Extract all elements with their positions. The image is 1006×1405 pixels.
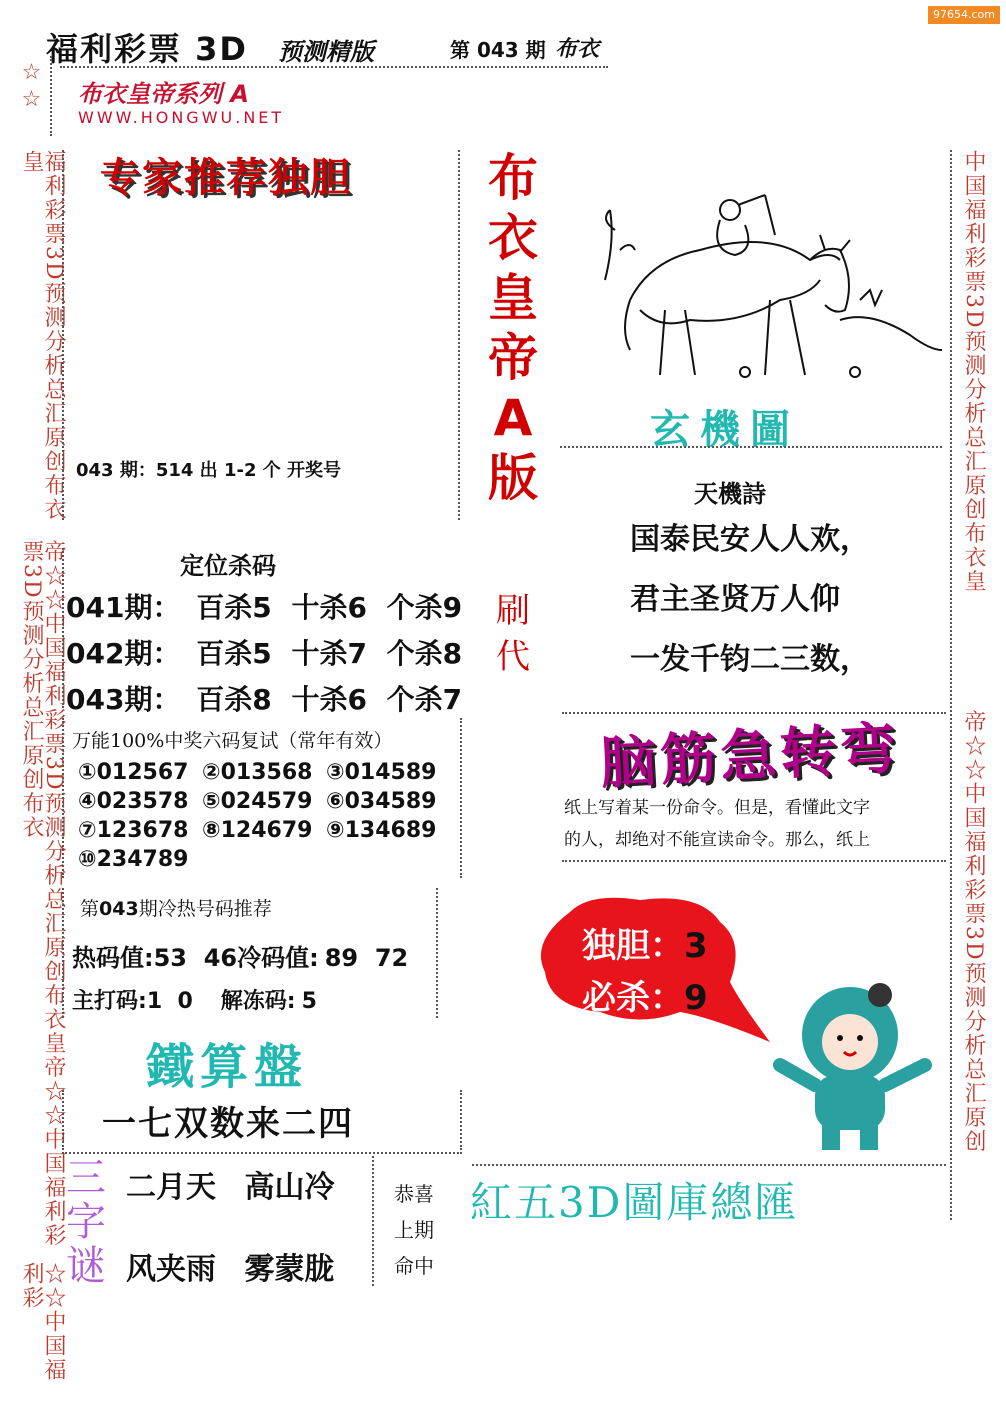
kill-ge: 个杀8 (386, 637, 463, 670)
kill-row (66, 586, 466, 632)
six-code-item: ⑧124679 (202, 818, 313, 843)
kill-table (66, 586, 466, 716)
bubble-kill (582, 970, 708, 1019)
hot-title (80, 894, 272, 921)
abacus-title: 鐵算盤 (146, 1039, 309, 1095)
main-code-line (72, 984, 317, 1015)
riddle-divider (372, 1156, 374, 1286)
poem-line: 国泰民安人人欢， (630, 522, 870, 557)
cold-values: 89 72 (324, 944, 409, 972)
expert-title: 专家推荐独胆 (100, 155, 352, 201)
page-subtitle: 预测精版 (278, 38, 374, 66)
vertical-title-char: 布 (488, 149, 538, 207)
riddle-label-char: 字 (66, 1199, 106, 1245)
six-code-item: ⑥034589 (326, 789, 437, 814)
ox-illustration (570, 150, 942, 390)
congrats-box (394, 1176, 454, 1284)
congrats-line: 上期 (394, 1218, 434, 1242)
mascot (760, 980, 940, 1155)
riddle-label (66, 1156, 112, 1288)
bubble-dan (582, 918, 708, 967)
congrats-line: 命中 (394, 1254, 434, 1278)
bubble-kill-value: 9 (684, 978, 708, 1018)
brain-title: 脑筋急转弯 (598, 716, 902, 797)
speech-bubble (530, 892, 780, 1062)
kill-period: 041期： (66, 591, 181, 624)
ox-herder-icon (570, 150, 942, 390)
footer-title: 紅五3D圖庫總匯 (470, 1178, 799, 1227)
poem-box (566, 470, 942, 677)
riddle-2a: 风夹雨 (126, 1252, 216, 1287)
hot-cold-line (72, 938, 408, 973)
kill-left-rule (62, 548, 64, 708)
six-code-title: 万能100%中奖六码复试（常年有效） (72, 730, 393, 752)
vertical-title-extra: 刷 (496, 591, 530, 631)
kill-ge: 个杀9 (386, 591, 463, 624)
brain-text (564, 792, 948, 856)
series-top-rule (60, 66, 608, 68)
hot-right-rule (436, 888, 438, 1018)
poem-title: 天機詩 (694, 480, 766, 508)
unfreeze-value: 5 (301, 989, 317, 1014)
kill-shi: 十杀6 (291, 591, 367, 624)
issue-number: 第 043 期 (450, 38, 546, 62)
six-left-rule (62, 718, 64, 878)
six-right-rule (460, 718, 462, 878)
mystery-title: 玄機圖 (650, 407, 800, 453)
series-banner (60, 66, 608, 127)
series-url: WWW.HONGWU.NET (78, 108, 285, 127)
kill-shi: 十杀6 (291, 683, 367, 716)
kill-bai: 百杀5 (196, 637, 272, 670)
poem-line: 君主圣贤万人仰 (630, 582, 840, 617)
six-code-item: ⑨134689 (326, 818, 437, 843)
bubble-dan-label: 独胆： (582, 926, 684, 966)
right-divider (950, 150, 952, 1220)
brain-bottom-rule (562, 860, 946, 862)
bubble-dan-value: 3 (684, 926, 708, 966)
right-sidebar-text-2: 帝☆☆中国福利彩票3D预测分析总汇原创 (961, 710, 986, 1154)
riddle-line-2 (126, 1244, 334, 1288)
main-values: 1 0 (146, 989, 193, 1014)
kill-period: 043期： (66, 683, 181, 716)
riddle-label-char: 谜 (66, 1243, 106, 1289)
left-sidebar-top: ☆☆ (19, 60, 44, 114)
riddle-1b: 高山冷 (244, 1170, 335, 1205)
vertical-title-char: 皇 (488, 269, 538, 327)
kill-ge: 个杀7 (386, 683, 463, 716)
kill-row (66, 632, 466, 678)
brain-line: 纸上写着某一份命令。但是，看懂此文字 (564, 798, 870, 818)
vertical-title (478, 148, 548, 680)
hot-left-rule (62, 888, 64, 1018)
mystery-rule (560, 446, 942, 448)
kill-title: 定位杀码 (180, 552, 276, 580)
left-sidebar-text-2: 帝☆☆中国福利彩票3D预测分析总汇原创布衣皇帝☆☆中国福利彩票3D预测分析总汇原创布衣 (19, 540, 66, 1248)
six-code-item: ⑩234789 (78, 847, 189, 872)
expert-left-rule (62, 150, 64, 520)
left-sidebar-text-1: 福利彩票3D预测分析总汇原创布衣皇 (19, 150, 66, 522)
six-code-item: ⑦123678 (78, 818, 189, 843)
vertical-title-char: 帝 (488, 329, 538, 387)
mascot-icon (760, 980, 940, 1155)
kill-bai: 百杀8 (196, 683, 272, 716)
six-code-item: ⑤024579 (202, 789, 313, 814)
six-code-grid (78, 760, 458, 872)
vertical-title-extra: 代 (496, 637, 530, 677)
hot-title-suffix: 期冷热号码推荐 (138, 898, 272, 920)
left-sidebar-bottom: ☆☆中国福利彩 (19, 1262, 66, 1382)
riddle-2b: 雾蒙胧 (244, 1252, 335, 1287)
bubble-kill-label: 必杀： (582, 978, 684, 1018)
left-divider-top (50, 56, 52, 136)
congrats-line: 恭喜 (394, 1182, 434, 1206)
riddle-top-rule (62, 1152, 462, 1154)
kill-row (66, 678, 466, 716)
riddle-1a: 二月天 (126, 1170, 216, 1205)
kill-shi: 十杀7 (291, 637, 367, 670)
hot-label: 热码值: (72, 944, 154, 972)
vertical-title-char: A (493, 389, 533, 447)
right-sidebar-text-1: 中国福利彩票3D预测分析总汇原创布衣皇 (961, 150, 986, 594)
vertical-title-char: 版 (488, 449, 538, 507)
six-code-item: ④023578 (78, 789, 189, 814)
riddle-line-1 (126, 1162, 334, 1206)
six-code-item: ③014589 (326, 760, 437, 785)
six-code-item: ①012567 (78, 760, 189, 785)
footer-top-rule (472, 1164, 946, 1166)
unfreeze-label: 解冻码: (220, 989, 296, 1014)
series-name: 布衣皇帝系列 A (78, 80, 249, 108)
vertical-title-char: 衣 (488, 209, 538, 267)
abacus-left-rule (62, 1090, 64, 1150)
brand-tail: 布衣 (555, 37, 600, 62)
hot-title-issue: 043 (99, 898, 139, 920)
hot-title-prefix: 第 (80, 898, 100, 920)
page-title: 福利彩票 3D (46, 30, 248, 68)
abacus-right-rule (460, 1090, 462, 1150)
hot-values: 53 46 (153, 944, 238, 972)
site-watermark: 97654.com (928, 6, 1000, 24)
cold-label: 冷码值: (237, 944, 319, 972)
brain-line: 的人，却绝对不能宣读命令。那么，纸上 (564, 830, 870, 850)
abacus-text: 一七双数来二四 (102, 1104, 354, 1144)
expert-note: 043 期：514 出 1-2 个 开奖号 (76, 460, 341, 481)
kill-bai: 百杀5 (196, 591, 272, 624)
riddle-label-char: 三 (66, 1155, 106, 1201)
main-label: 主打码: (72, 989, 147, 1014)
kill-period: 042期： (66, 637, 181, 670)
header-bar (40, 22, 610, 68)
six-code-item: ②013568 (202, 760, 313, 785)
poem-line: 一发千钧二三数， (630, 642, 870, 677)
